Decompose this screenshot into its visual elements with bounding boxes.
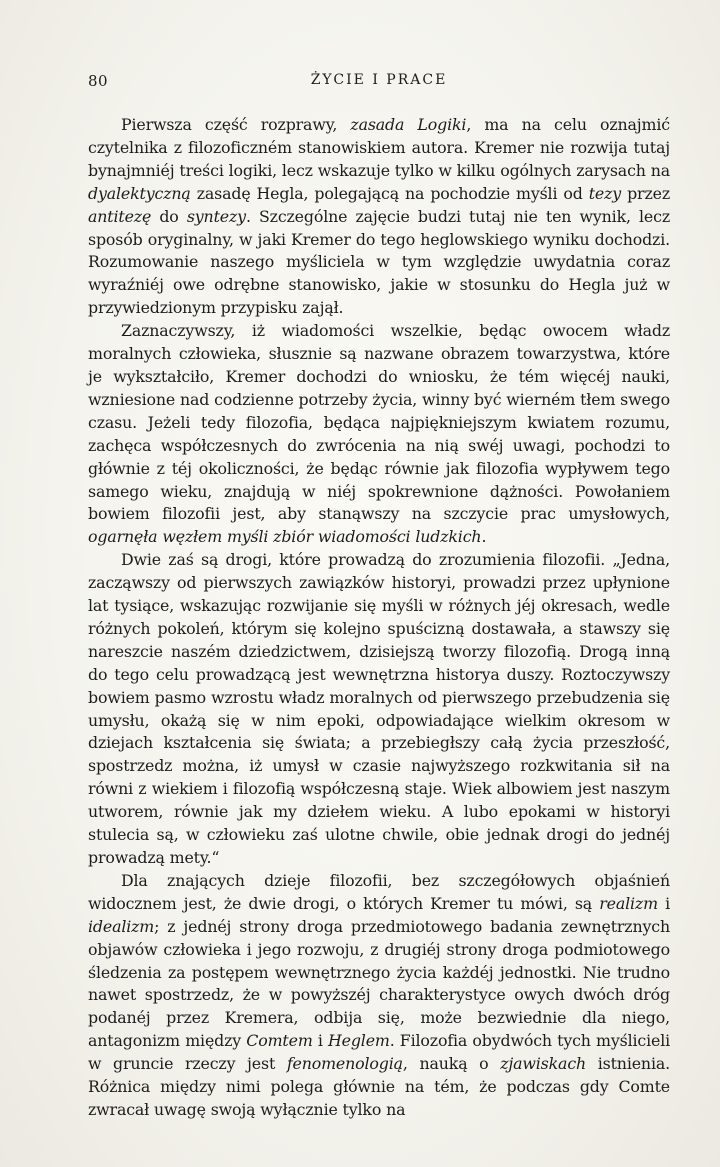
text-run: Dwie zaś są drogi, które prowadzą do zrozumienia filozofii. „Jedna, zacząwszy od pierwszych zawiązków historyi, prowadzi przez upłynione lat tysiące, wskazując rozwijanie się myśli w różnych jéj okresach, wedle różnych pokoleń, którym się kolejno spuścizną dostawała, a stawszy się nareszcie naszém dziedzictwem, dzisiejszą tworzy filozofią. Drogą inną do tego celu prowadzącą jest wewnętrzna historya duszy. Roztoczywszy bowiem pasmo wzrostu władz moralnych od pierwszego przebudzenia się umysłu, okażą się w nim epoki, odpowiadające wielkim okresom w dziejach kształcenia się świata; a przebiegłszy całą życia przeszłość, spostrzedz można, iż umysł w czasie najwyższego rozkwitania sił na równi z wiekiem i filozofią współczesną staje. Wiek albowiem jest naszym utworem, równie jak my dziełem wieku. A lubo epokami w historyi stulecia są, w człowieku zaś ulotne chwile, obie jednak drogi do jednéj prowadzą mety.“ (88, 550, 670, 867)
text-run: Zaznaczywszy, iż wiadomości wszelkie, będąc owocem władz moralnych człowieka, słusznie są nazwane obrazem towarzystwa, które je wykształciło, Kremer dochodzi do wniosku, że tém więcéj nauki, wzniesione nad codzienne potrzeby życia, winny być wierném tłem swego czasu. Jeżeli tedy filozofia, będąca najpiękniejszym kwiatem rozumu, zachęca współczesnych do zwrócenia na nią swéj uwagi, pochodzi to głównie z téj okoliczności, że będąc równie jak filozofia wypływem tego samego wieku, znajdują w niéj spokrewnione dążności. Powołaniem bowiem filozofii jest, aby stanąwszy na szczycie prac umysłowych, (88, 321, 670, 524)
text-run: istnienia. Różnica między nimi polega głównie na tém, że podczas gdy Comte zwracał uwagę swoją wyłącznie tylko na (88, 1054, 670, 1119)
text-run: , nauką o (402, 1054, 501, 1074)
italic-run: Heglem (328, 1031, 390, 1051)
italic-run: realizm (599, 893, 658, 913)
italic-run: zjawiskach (500, 1054, 587, 1074)
text-run: zasadę Hegla, polegającą na pochodzie myśli od (190, 183, 589, 203)
page-number: 80 (88, 72, 109, 90)
text-run: . (481, 527, 487, 547)
italic-run: tezy (588, 183, 622, 203)
text-run: Dla znających dzieje filozofii, bez szczegółowych objaśnień widocznem jest, że dwie drogi, o których Kremer tu mówi, są (88, 870, 670, 913)
text-run: Pierwsza część rozprawy, (121, 115, 351, 134)
text-run: , ma na celu oznajmić czytelnika z filozoficzném stanowiskiem autora. Kremer nie rozwija tutaj bynajmniéj treści logiki, lecz wskazuje tylko w kilku ogólnych zarysach na (88, 115, 670, 180)
italic-run: idealizm (88, 916, 155, 936)
text-run: i (312, 1031, 328, 1051)
italic-run: ogarnęła węzłem myśli zbiór wiadomości ludzkich (88, 527, 482, 547)
italic-run: syntezy (186, 206, 246, 226)
text-run: . Szczególne zajęcie budzi tutaj nie ten wynik, lecz sposób oryginalny, w jaki Kremer do tego heglowskiego wyniku dochodzi. Rozumowanie naszego myśliciela w tym względzie uwydatnia coraz wyraźniéj owe odrębne stanowisko, jakie w stosunku do Hegla już w przywiedzionym przypisku zajął. (88, 206, 670, 318)
italic-run: dyalektyczną (88, 183, 191, 203)
running-head: ŻYCIE I PRACE (310, 72, 448, 88)
paragraph (88, 114, 670, 320)
text-run: ; z jednéj strony droga przedmiotowego badania zewnętrznych objawów człowieka i jego rozwoju, z drugiéj strony droga podmiotowego śledzenia za postępem wewnętrznego życia każdéj jednostki. Nie trudno nawet spostrzedz, że w powyższéj charakterystyce owych dwóch dróg podanéj przez Kremera, odbija się, może bezwiednie dla niego, antagonizm między (88, 916, 670, 1051)
text-run: . Filozofia obydwóch tych myślicieli w gruncie rzeczy jest (88, 1031, 671, 1074)
italic-run: antitezę (88, 206, 152, 226)
italic-run: fenomenologią (286, 1054, 403, 1074)
text-run: do (151, 206, 187, 226)
body-text (88, 114, 670, 1122)
text-run: i (657, 893, 671, 913)
paragraph (88, 870, 670, 1122)
italic-run: zasada Logiki (350, 115, 467, 134)
paragraph (88, 320, 670, 549)
page-header (88, 72, 670, 96)
text-run: przez (621, 183, 670, 203)
paragraph (88, 549, 670, 870)
italic-run: Comtem (246, 1031, 313, 1051)
